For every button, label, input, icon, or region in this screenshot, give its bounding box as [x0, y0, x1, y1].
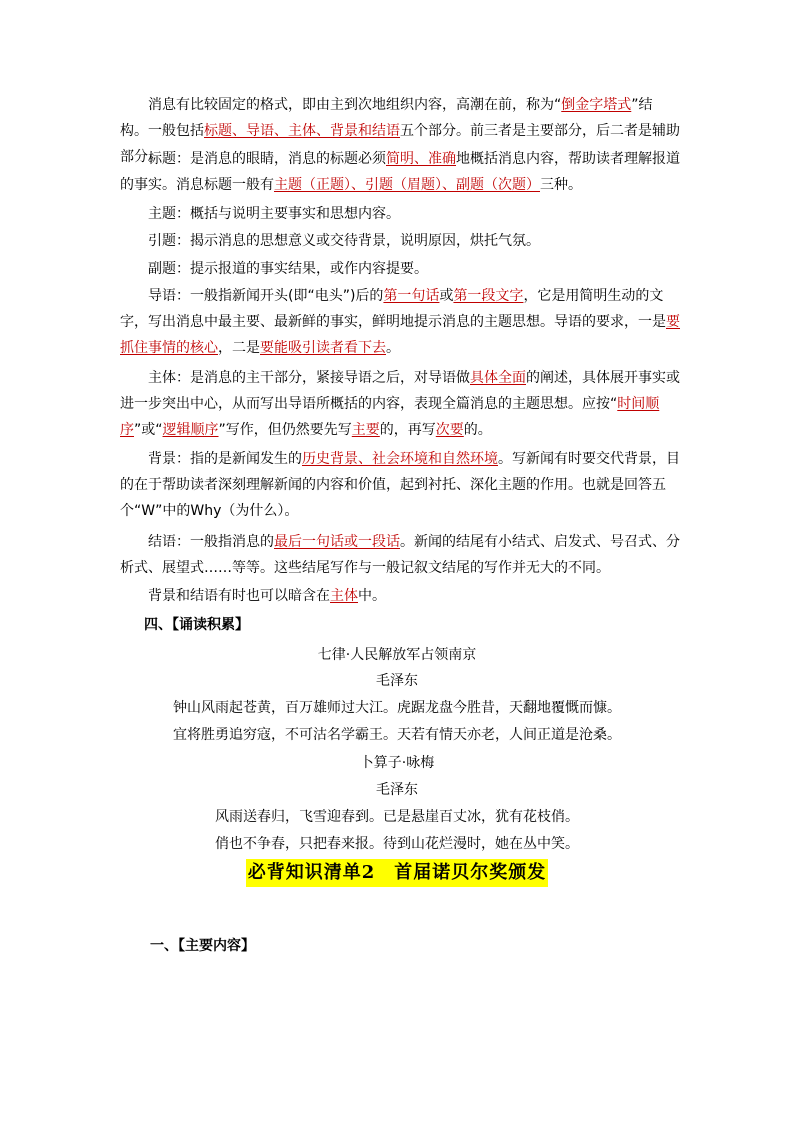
poem-title: 卜算子·咏梅	[359, 755, 435, 771]
red-term: 第一段文字	[453, 288, 524, 304]
poem-line: 钟山风雨起苍黄，百万雄师过大江。虎踞龙盘今胜昔，天翻地覆慨而慷。	[173, 700, 621, 716]
section-heading-main-content: 一、【主要内容】	[150, 938, 255, 954]
line-note: 背景和结语有时也可以暗含在主体中。	[148, 588, 386, 604]
red-term: 第一句话	[383, 288, 440, 304]
red-term: 最后一句话或一段话	[274, 534, 400, 550]
red-term: 具体全面	[470, 370, 526, 386]
red-term: 标题、导语、主体、背景和结语	[204, 123, 400, 139]
line-zhuti: 主题：概括与说明主要事实和思想内容。	[148, 206, 400, 222]
checklist-banner-wrap	[0, 859, 794, 887]
red-term: 历史背景、社会环境和自然环境	[302, 451, 498, 467]
paragraph-ending: 结语：一般指消息的最后一句话或一段话。新闻的结尾有小结式、启发式、号召式、分析式、展望式……等等。这些结尾写作与一般记叙文结尾的写作并无大的不同。	[120, 534, 680, 576]
red-term: 主题（正题）、引题（眉题）、副题（次题）	[274, 177, 540, 193]
poem-author: 毛泽东	[376, 782, 418, 798]
section-heading-recitation: 四、【诵读积累】	[144, 617, 249, 633]
checklist-banner: 必背知识清单2 首届诺贝尔奖颁发	[246, 859, 549, 887]
red-term: 主体	[330, 588, 358, 604]
poem-line: 俏也不争春，只把春来报。待到山花烂漫时，她在丛中笑。	[215, 836, 579, 852]
paragraph-background: 背景：指的是新闻发生的历史背景、社会环境和自然环境。写新闻有时要交代背景，目的在于帮助读者深刻理解新闻的内容和价值，起到衬托、深化主题的作用。也就是回答五个“W”中的Why（为什么）。	[120, 451, 680, 519]
poem-line: 风雨送春归，飞雪迎春到。已是悬崖百丈冰，犹有花枝俏。	[215, 809, 579, 825]
red-term: 次要	[435, 422, 464, 438]
paragraph-lead: 导语：一般指新闻开头(即“电头”)后的第一句话或第一段文字，它是用简明生动的文字，写出消息中最主要、最新鲜的事实，鲜明地提示消息的主题思想。导语的要求，一是要抓住事情的核心，二是要能吸引读者看下去。	[120, 288, 680, 356]
line-futi: 副题：提示报道的事实结果，或作内容提要。	[148, 261, 428, 277]
red-term: 主要	[351, 422, 380, 438]
poem-author: 毛泽东	[376, 673, 418, 689]
red-term: 简明、准确	[386, 151, 456, 167]
paragraph-title: 标题：是消息的眼睛，消息的标题必须简明、准确地概括消息内容，帮助读者理解报道的事实。消息标题一般有主题（正题）、引题（眉题）、副题（次题）三种。	[120, 151, 680, 193]
line-yinti: 引题：揭示消息的思想意义或交待背景，说明原因，烘托气氛。	[148, 233, 540, 249]
red-term: 逻辑顺序	[162, 422, 219, 438]
poem-title: 七律·人民解放军占领南京	[317, 647, 477, 663]
paragraph-body: 主体：是消息的主干部分，紧接导语之后，对导语做具体全面的阐述，具体展开事实或进一步突出中心，从而写出导语所概括的内容，表现全篇消息的主题思想。应按“时间顺序”或“逻辑顺序”写作，但仍然要先写主要的，再写次要的。	[120, 370, 680, 438]
red-term: 时间顺序	[120, 396, 660, 438]
poem-line: 宜将胜勇追穷寇，不可沽名学霸王。天若有情天亦老，人间正道是沧桑。	[173, 727, 621, 743]
red-term: 要抓住事情的核心	[120, 314, 680, 356]
paragraph-format: 消息有比较固定的格式，即由主到次地组织内容，高潮在前，称为“倒金字塔式”结构。一般包括标题、导语、主体、背景和结语五个部分。前三者是主要部分，后二者是辅助部分。	[120, 97, 680, 165]
red-term: 倒金字塔式	[561, 97, 632, 113]
red-term: 要能吸引读者看下去	[260, 340, 386, 356]
